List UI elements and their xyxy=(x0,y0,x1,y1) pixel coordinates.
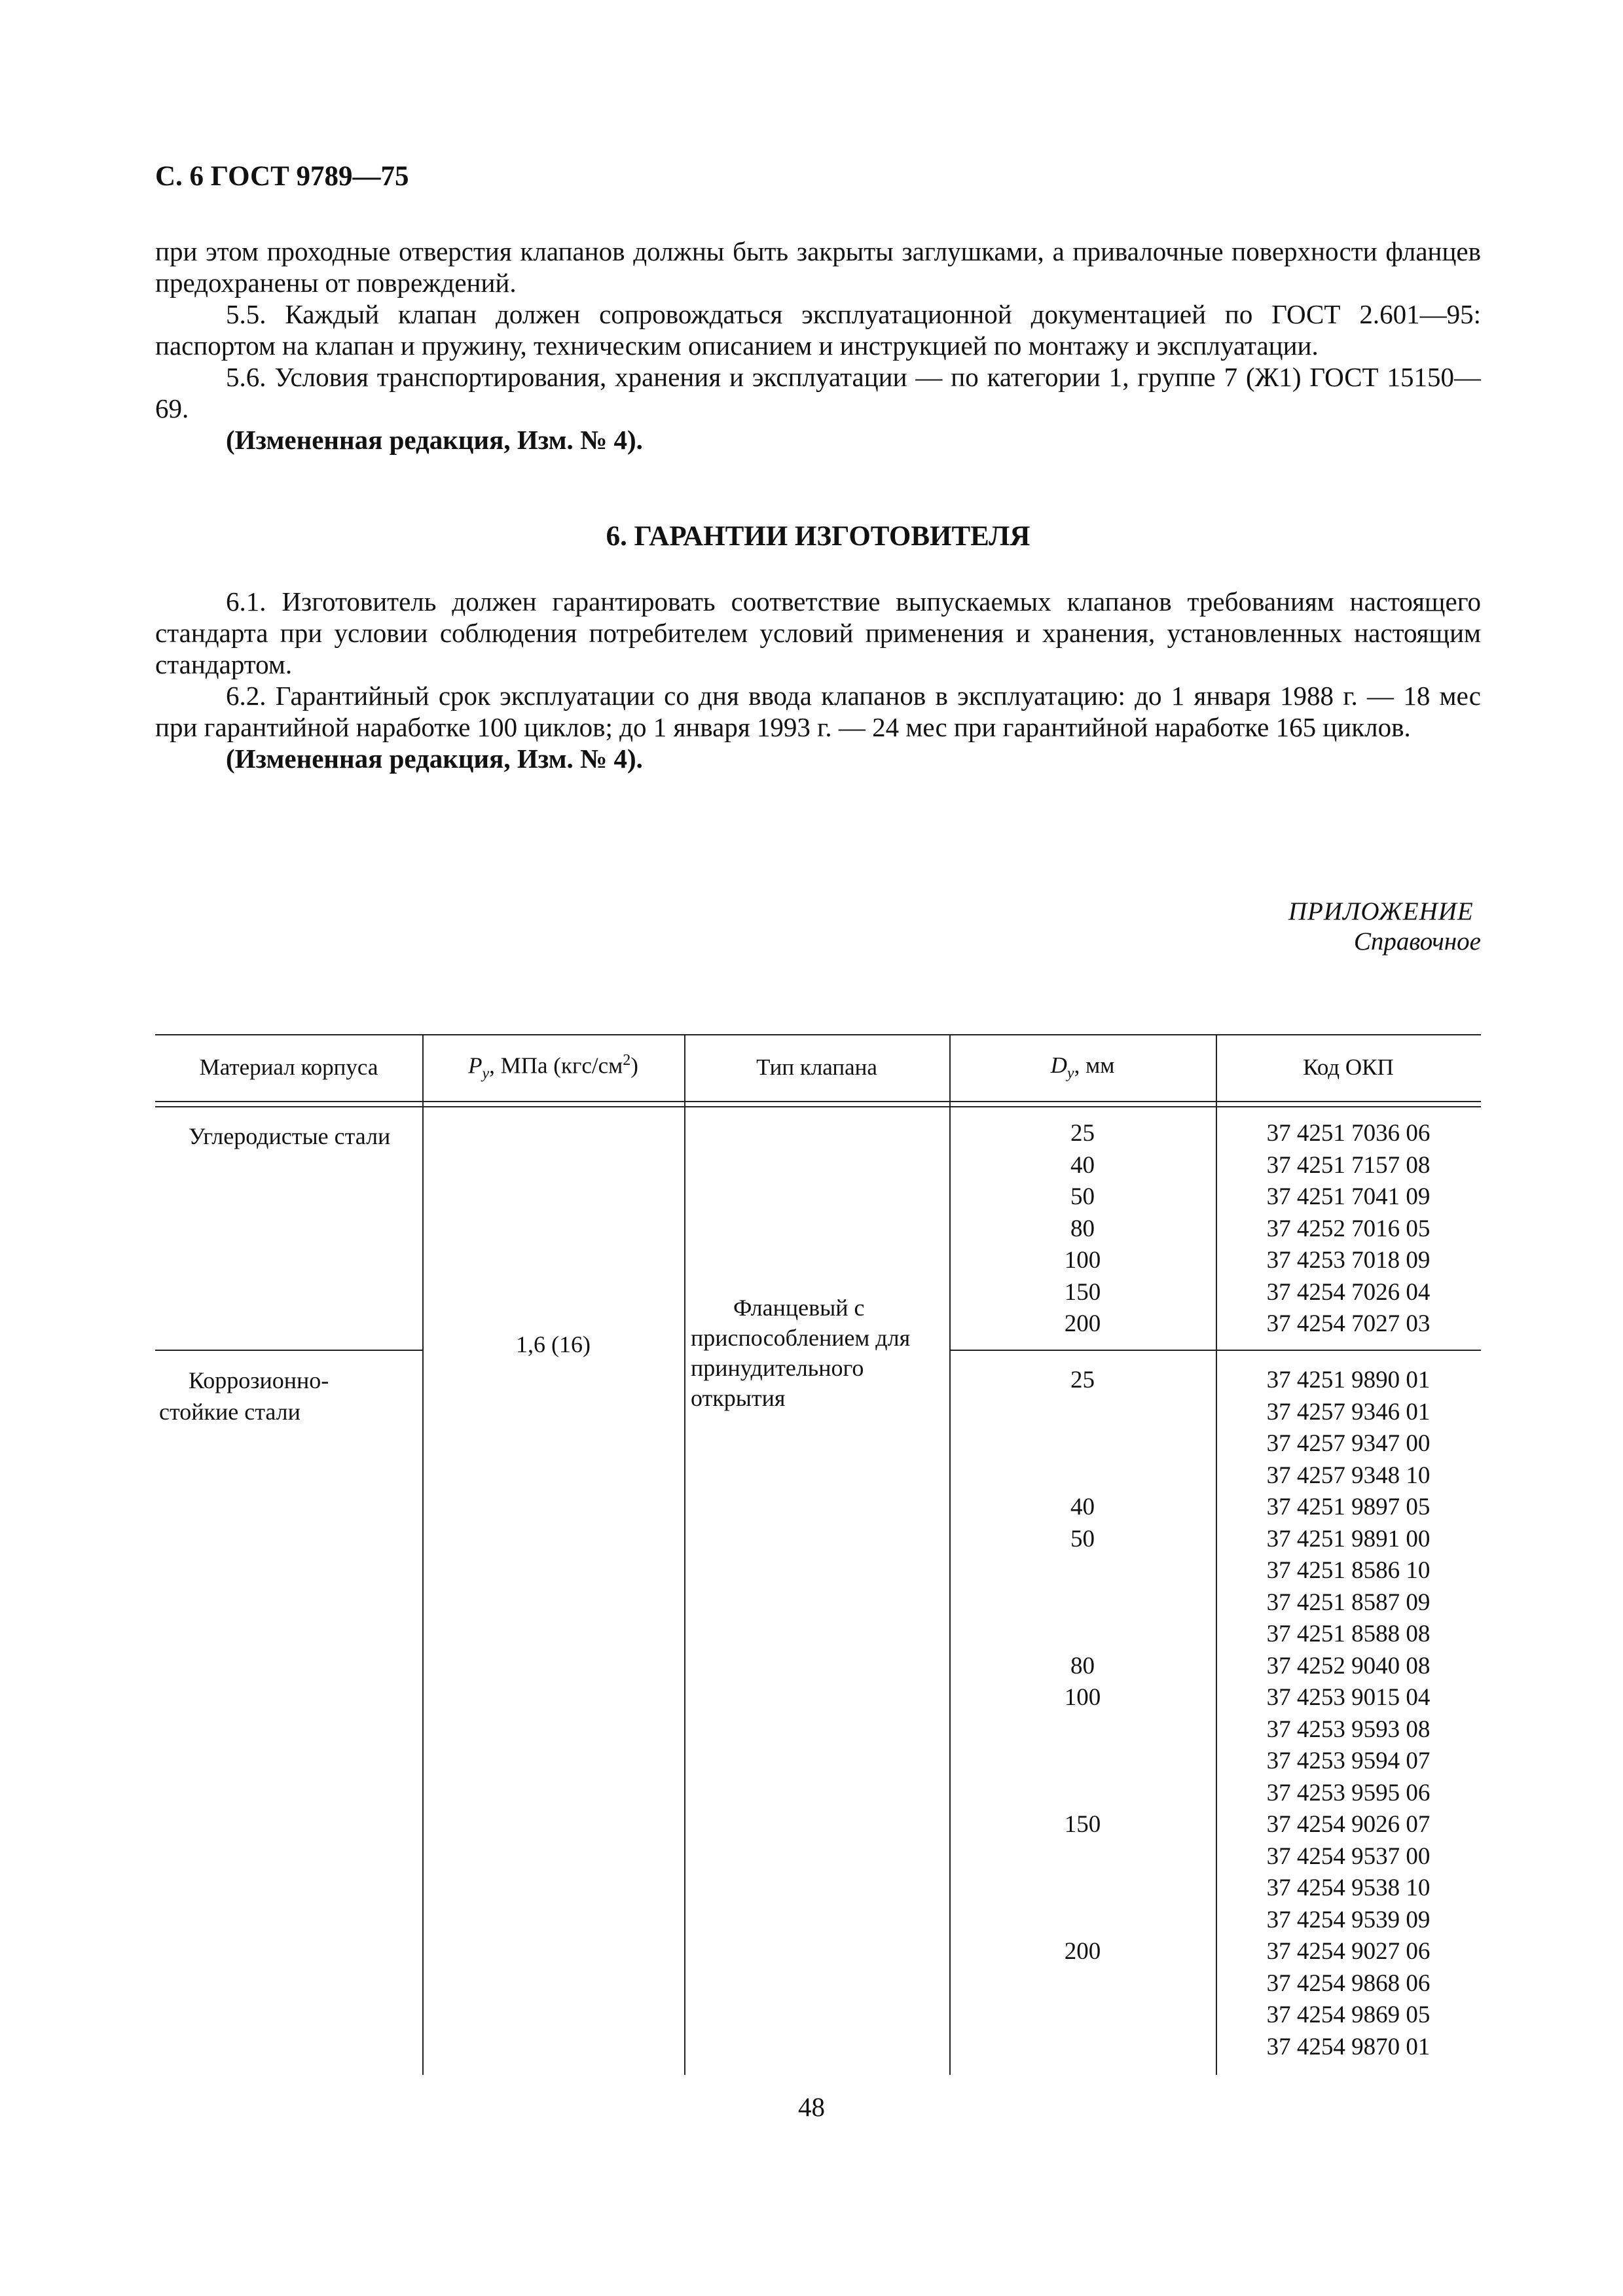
okp-code: 37 4253 7018 09 xyxy=(1266,1247,1431,1274)
material-carbon-steel: Углеродистые стали xyxy=(189,1123,391,1149)
appendix-title: ПРИЛОЖЕНИЕ xyxy=(1288,897,1474,925)
okp-code: 37 4254 9870 01 xyxy=(1266,2033,1431,2060)
column-divider xyxy=(422,1034,424,2075)
okp-code: 37 4252 9040 08 xyxy=(1266,1652,1431,1679)
header-valve-type: Тип клапана xyxy=(756,1054,877,1080)
okp-code: 37 4257 9346 01 xyxy=(1266,1398,1431,1426)
dn-value: 80 xyxy=(1070,1652,1095,1679)
dn-value: 200 xyxy=(1064,1310,1101,1337)
dn-value xyxy=(949,1841,1216,1873)
okp-code: 37 4253 9015 04 xyxy=(1266,1684,1431,1711)
paragraph-6-2: 6.2. Гарантийный срок эксплуатации со дня ввода клапанов в эксплуатацию: до 1 января 1988 г. — 18 мес при гарантийной наработке 100 циклов; до 1 января 1993 г. — 24 мес при гарантийной наработке 165 циклов. xyxy=(155,681,1481,742)
header-material: Материал корпуса xyxy=(199,1054,378,1080)
edit-note: (Измененная редакция, Изм. № 4). xyxy=(226,744,643,774)
dn-value: 50 xyxy=(1070,1183,1095,1210)
okp-code: 37 4253 9594 07 xyxy=(1266,1748,1431,1774)
dn-value: 200 xyxy=(1064,1938,1101,1965)
code-list-carbon xyxy=(1216,1118,1481,1340)
okp-code-table xyxy=(155,1034,1481,2075)
dn-value xyxy=(949,2032,1216,2064)
header-pressure xyxy=(422,1034,684,1101)
okp-code: 37 4253 9595 06 xyxy=(1266,1779,1431,1806)
appendix-label xyxy=(1288,897,1481,957)
valve-type: Фланцевый с приспособлением для принудительного открытия xyxy=(691,1295,911,1411)
dn-value xyxy=(949,1555,1216,1587)
header-pressure-superscript: 2 xyxy=(623,1052,631,1069)
okp-code: 37 4251 9897 05 xyxy=(1266,1494,1431,1520)
appendix-subtitle: Справочное xyxy=(1353,927,1481,956)
paragraph-continuation: при этом проходные отверстия клапанов должны быть закрыты заглушками, а привалочные поверхности фланцев предохранены от повреждений. xyxy=(155,236,1481,298)
material-stainless-steel: Коррозионно-стойкие стали xyxy=(159,1367,329,1425)
dn-value xyxy=(949,1397,1216,1429)
dn-value: 80 xyxy=(1070,1215,1095,1242)
dn-value xyxy=(949,2000,1216,2032)
group-separator-left xyxy=(155,1350,422,1351)
column-divider xyxy=(684,1034,685,2075)
section-text-block xyxy=(155,586,1481,774)
edit-note: (Измененная редакция, Изм. № 4). xyxy=(226,425,643,455)
header-code: Код ОКП xyxy=(1303,1054,1394,1080)
dn-value: 25 xyxy=(1070,1367,1095,1393)
okp-code: 37 4254 9869 05 xyxy=(1266,2001,1431,2028)
okp-code: 37 4251 7041 09 xyxy=(1266,1183,1431,1210)
okp-code: 37 4254 7027 03 xyxy=(1266,1310,1431,1337)
group-separator-right xyxy=(949,1350,1481,1351)
dn-value xyxy=(949,1428,1216,1460)
okp-code: 37 4254 9539 09 xyxy=(1266,1906,1431,1933)
dn-value xyxy=(949,1905,1216,1937)
pressure-value: 1,6 (16) xyxy=(516,1331,591,1357)
dn-value: 150 xyxy=(1064,1278,1101,1306)
okp-code: 37 4257 9347 00 xyxy=(1266,1430,1431,1457)
table-header-rule xyxy=(155,1101,1481,1102)
dn-value xyxy=(949,1460,1216,1492)
okp-code: 37 4254 9868 06 xyxy=(1266,1969,1431,1997)
okp-code: 37 4253 9593 08 xyxy=(1266,1715,1431,1743)
okp-code: 37 4251 8586 10 xyxy=(1266,1557,1431,1584)
dn-value: 40 xyxy=(1070,1494,1095,1520)
header-pressure-units: , МПа (кгс/см xyxy=(489,1052,623,1079)
dn-value xyxy=(949,1587,1216,1619)
dn-value xyxy=(949,1968,1216,2000)
section-heading: 6. ГАРАНТИИ ИЗГОТОВИТЕЛЯ xyxy=(606,521,1030,552)
okp-code: 37 4251 9890 01 xyxy=(1266,1367,1431,1393)
dn-list-stainless xyxy=(949,1365,1216,2063)
top-text-block xyxy=(155,236,1481,456)
header-pressure-subscript: у xyxy=(482,1065,490,1083)
dn-value: 25 xyxy=(1070,1120,1095,1147)
okp-code: 37 4251 8588 08 xyxy=(1266,1621,1431,1647)
header-dn xyxy=(949,1034,1216,1101)
header-dn-symbol: D xyxy=(1050,1052,1067,1078)
header-dn-subscript: у xyxy=(1067,1065,1074,1082)
table-header-rule-double xyxy=(155,1106,1481,1107)
dn-value xyxy=(949,1714,1216,1746)
dn-value: 50 xyxy=(1070,1525,1095,1552)
okp-code: 37 4251 7036 06 xyxy=(1266,1120,1431,1147)
code-list-stainless xyxy=(1216,1365,1481,2063)
header-pressure-symbol: P xyxy=(468,1052,483,1079)
dn-value xyxy=(949,1778,1216,1810)
paragraph-5-5: 5.5. Каждый клапан должен сопровождаться эксплуатационной документацией по ГОСТ 2.601—95: паспортом на клапан и пружину, техническим описанием и инструкцией по монтажу и эксплуатации. xyxy=(155,299,1481,361)
header-pressure-end: ) xyxy=(630,1052,638,1079)
okp-code: 37 4252 7016 05 xyxy=(1266,1215,1431,1242)
dn-value: 40 xyxy=(1070,1151,1095,1179)
header-dn-units: , мм xyxy=(1074,1052,1115,1078)
dn-value: 150 xyxy=(1064,1811,1101,1838)
okp-code: 37 4254 9026 07 xyxy=(1266,1811,1431,1838)
okp-code: 37 4254 9537 00 xyxy=(1266,1842,1431,1870)
okp-code: 37 4254 9027 06 xyxy=(1266,1938,1431,1965)
okp-code: 37 4257 9348 10 xyxy=(1266,1462,1431,1489)
dn-list-carbon xyxy=(949,1118,1216,1340)
dn-value xyxy=(949,1746,1216,1778)
dn-value xyxy=(949,1619,1216,1651)
paragraph-6-1: 6.1. Изготовитель должен гарантировать соответствие выпускаемых клапанов требованиям настоящего стандарта при условии соблюдения потребителем условий применения и хранения, установленных настоящим стандартом. xyxy=(155,586,1481,679)
okp-code: 37 4251 8587 09 xyxy=(1266,1588,1431,1616)
dn-value xyxy=(949,1873,1216,1905)
okp-code: 37 4254 9538 10 xyxy=(1266,1874,1431,1901)
okp-code: 37 4251 9891 00 xyxy=(1266,1525,1431,1552)
dn-value: 100 xyxy=(1064,1684,1101,1711)
dn-value: 100 xyxy=(1064,1247,1101,1274)
running-head: С. 6 ГОСТ 9789—75 xyxy=(155,161,409,192)
okp-code: 37 4251 7157 08 xyxy=(1266,1151,1431,1179)
page-number: 48 xyxy=(798,2092,825,2122)
paragraph-5-6: 5.6. Условия транспортирования, хранения и эксплуатации — по категории 1, группе 7 (Ж1) ГОСТ 15150—69. xyxy=(155,362,1481,423)
okp-code: 37 4254 7026 04 xyxy=(1266,1278,1431,1306)
